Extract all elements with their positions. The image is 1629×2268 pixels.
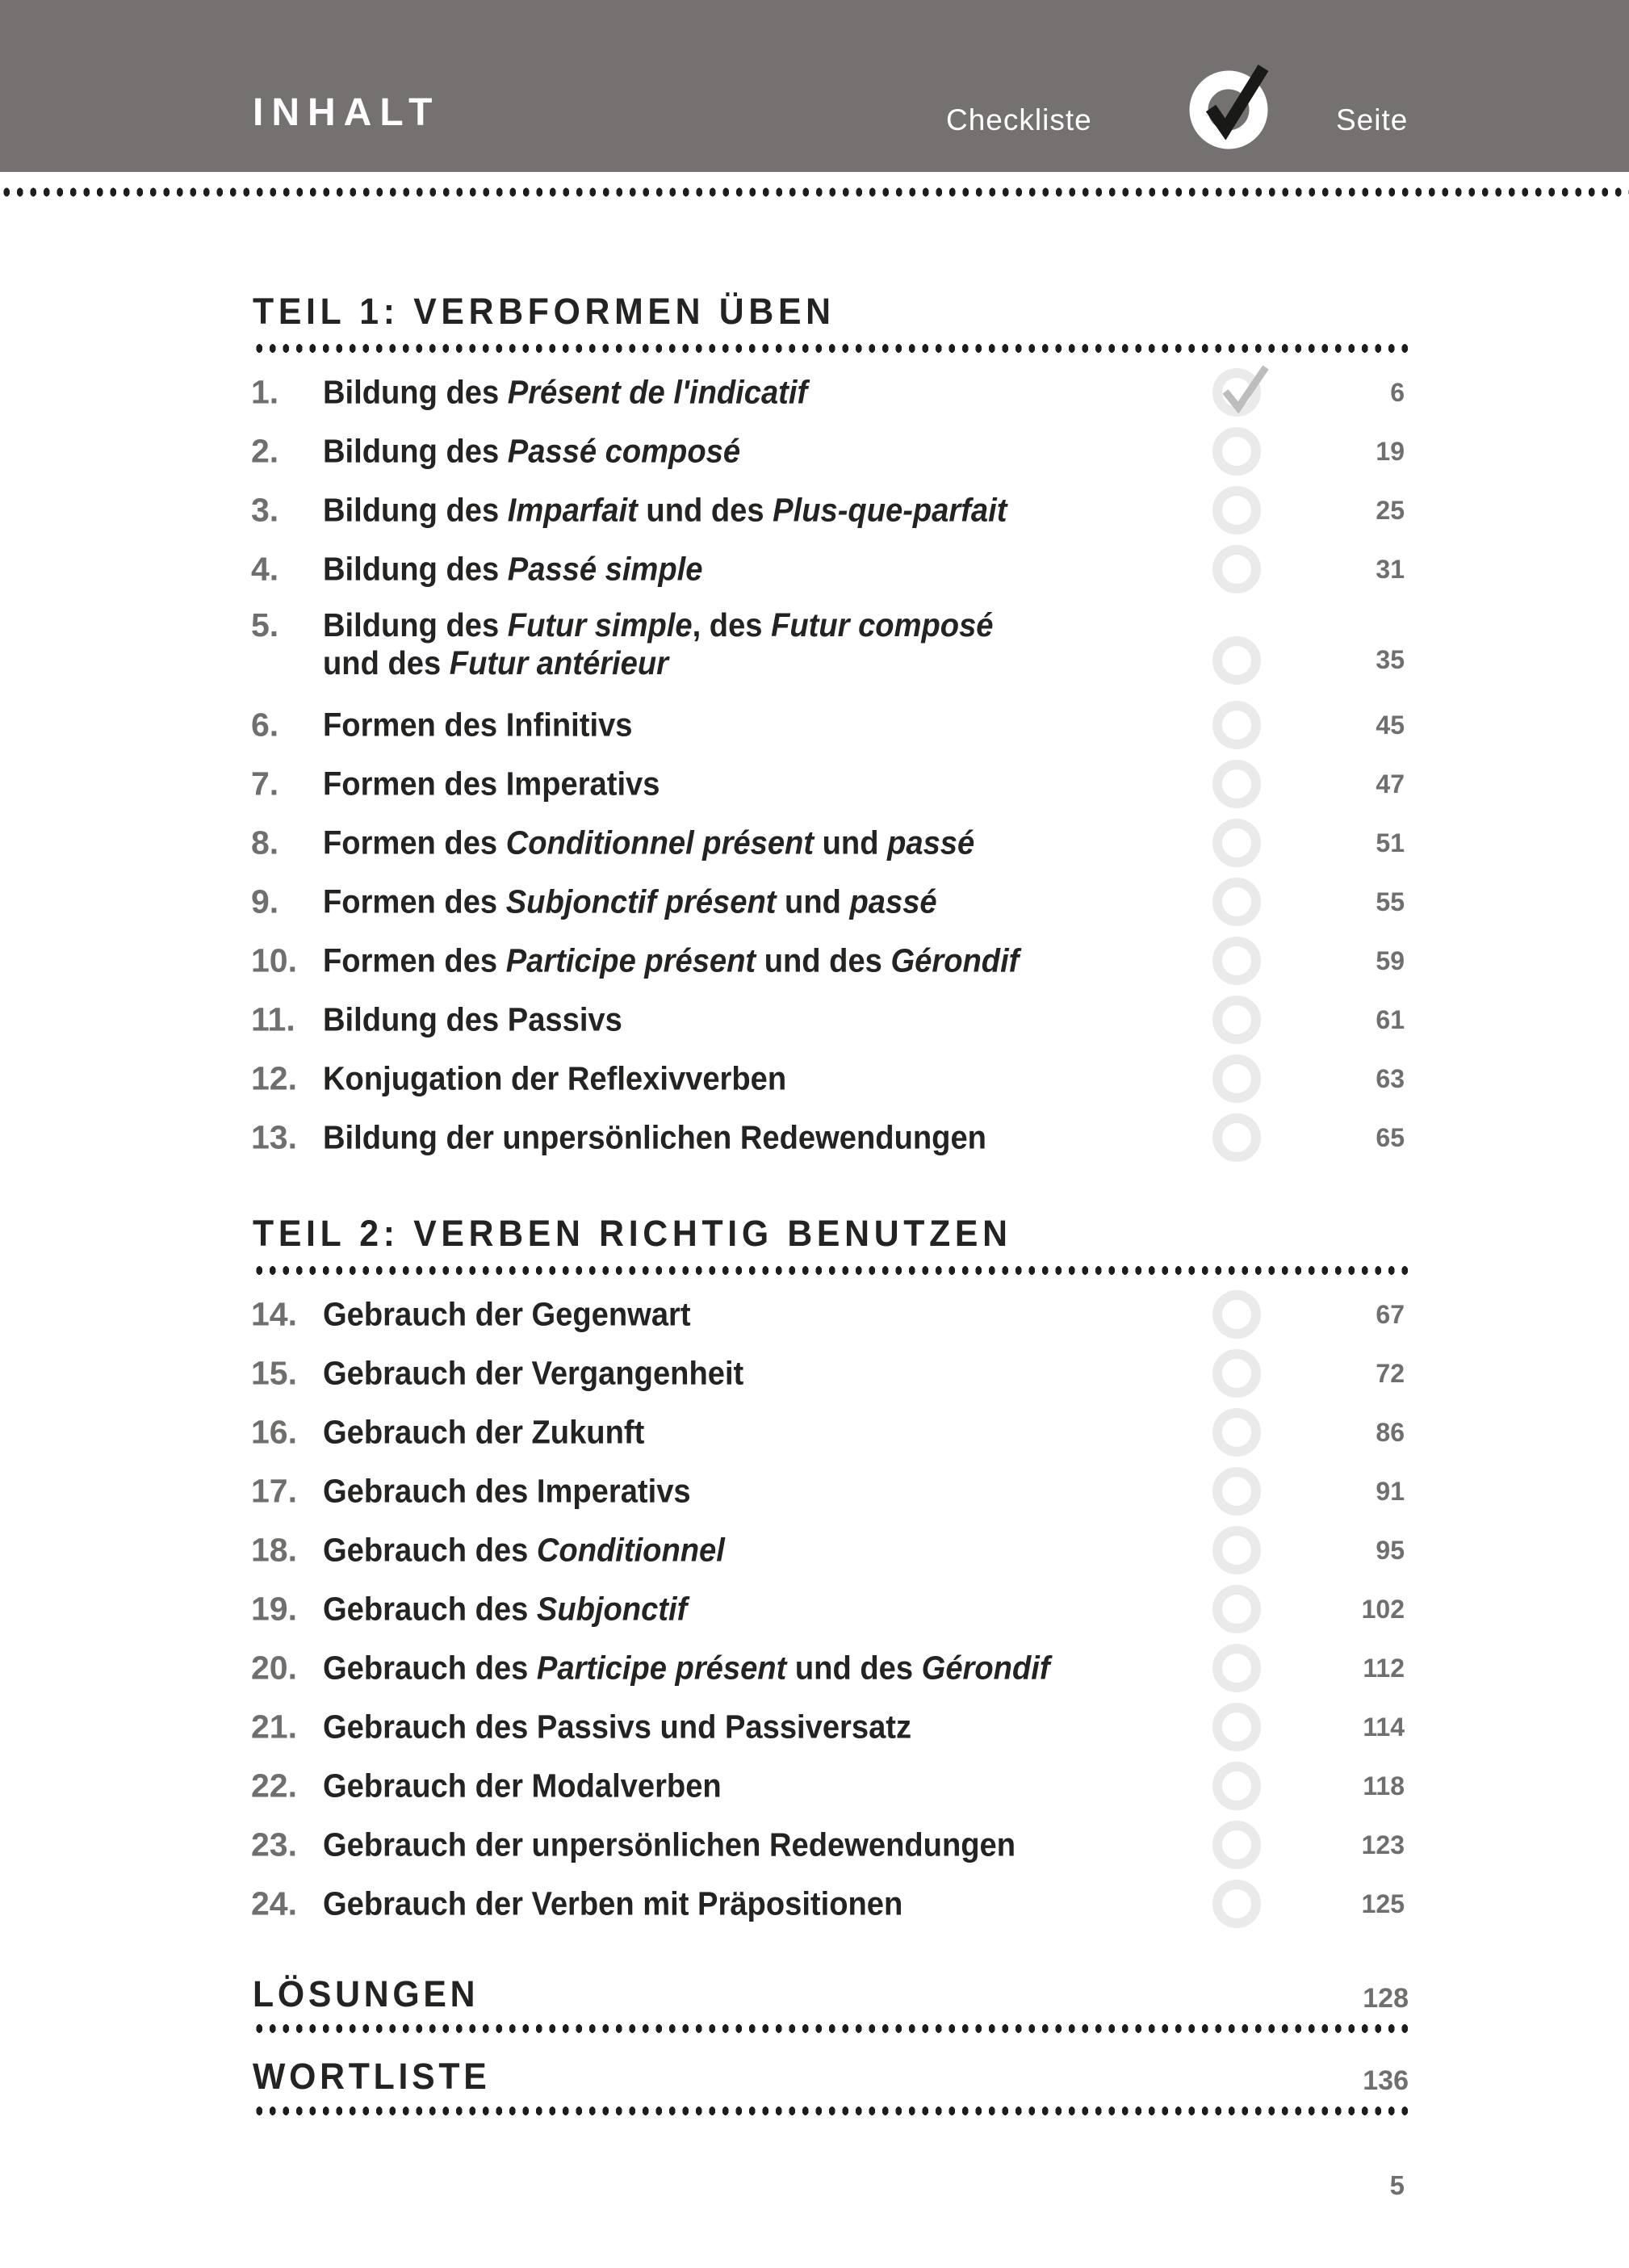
item-title-line: Formen des Infinitivs [323,706,633,743]
section-dotted-divider [253,343,1409,354]
item-number: 10. [251,941,297,979]
toc-row [0,695,1629,754]
checkbox-circle-icon [1212,1644,1261,1692]
item-number: 11. [251,1000,295,1038]
item-page-number: 31 [1376,554,1405,584]
section-heading-text: TEIL 2: VERBEN RICHTIG BENUTZEN [253,1213,1012,1254]
checkbox-circle-icon [1212,1703,1261,1751]
item-page-number: 63 [1376,1063,1405,1093]
checkbox-circle-icon [1212,1585,1261,1633]
item-page-number: 125 [1361,1889,1405,1918]
item-number: 5. [251,606,279,644]
toc-row [0,931,1629,990]
item-title-line: Bildung des Passé simple [323,550,703,587]
item-number: 21. [251,1708,297,1745]
item-title-line: und des Futur antérieur [323,644,668,681]
item-title [323,1826,1068,1863]
item-title-line: Gebrauch der Verben mit Präpositionen [323,1884,903,1922]
item-title-line: Formen des Conditionnel présent und passé [323,824,975,861]
item-title-line: Gebrauch der unpersönlichen Redewendungen [323,1826,1016,1863]
item-title [323,1059,821,1097]
item-title-line: Bildung des Imparfait und des Plus-que-parfait [323,491,1007,528]
item-title-line: Formen des Subjonctif présent und passé [323,882,937,920]
toc-row [0,990,1629,1049]
item-title-line: Gebrauch des Conditionnel [323,1531,725,1568]
item-title-line: Formen des Imperativs [323,765,660,802]
item-title [323,1649,1104,1687]
checkbox-circle-icon [1212,636,1261,685]
item-title [323,1118,1036,1156]
item-title [323,1354,776,1392]
checkbox-circle-icon [1212,427,1261,476]
checkbox-circle-icon [1212,1821,1261,1869]
item-number: 23. [251,1826,297,1863]
item-number: 17. [251,1472,297,1509]
item-number: 12. [251,1059,297,1096]
item-page-number: 19 [1376,436,1405,466]
checkbox-circle-icon [1212,819,1261,867]
item-page-number: 67 [1376,1299,1405,1329]
checkbox-circle-icon [1212,937,1261,985]
checkbox-circle-icon [1212,1349,1261,1398]
item-number: 6. [251,706,279,743]
item-title [323,432,772,470]
checkbox-circle-icon [1212,1408,1261,1457]
item-page-number: 112 [1363,1653,1405,1683]
item-page-number: 95 [1376,1535,1405,1565]
item-page-number: 102 [1361,1594,1405,1624]
item-page-number: 59 [1376,945,1405,975]
item-page-number: 91 [1376,1476,1405,1506]
item-title [323,1590,714,1628]
item-title [323,1708,956,1746]
toc-list [0,363,1629,1167]
item-page-number: 25 [1376,495,1405,525]
footer-dotted-divider [253,2106,1409,2116]
section-heading-text: TEIL 1: VERBFORMEN ÜBEN [253,291,835,332]
item-title-line: Gebrauch der Gegenwart [323,1295,691,1332]
item-title [323,1295,718,1333]
toc-row [0,480,1629,539]
toc-row [0,363,1629,421]
item-number: 8. [251,824,279,861]
toc-row [0,1461,1629,1520]
toc-row [0,1579,1629,1638]
item-title [323,1472,718,1510]
checkbox-circle-icon [1212,760,1261,808]
toc-row [0,1402,1629,1461]
toc-row [0,1108,1629,1167]
toc-list [0,1285,1629,1933]
toc-row [0,813,1629,872]
item-title [323,1413,668,1451]
item-page-number: 123 [1361,1830,1405,1859]
item-title [323,1000,645,1038]
item-page-number: 6 [1390,377,1405,407]
item-number: 16. [251,1413,297,1450]
footer-entry-title: LÖSUNGEN [253,1973,479,2014]
item-page-number: 55 [1376,887,1405,916]
item-number: 1. [251,373,279,410]
item-title [323,606,1044,682]
item-page-number: 118 [1363,1771,1405,1801]
item-number: 14. [251,1295,297,1332]
item-page-number: 45 [1376,710,1405,740]
item-number: 9. [251,882,279,920]
item-page-number: 35 [1376,645,1405,674]
checkbox-circle-icon [1212,1762,1261,1810]
item-title [323,882,983,920]
item-page-number: 51 [1376,828,1405,857]
item-number: 2. [251,432,279,469]
item-title-line: Bildung des Présent de l'indicatif [323,373,808,410]
item-number: 7. [251,765,279,802]
toc-row [0,1344,1629,1402]
item-number: 13. [251,1118,297,1155]
checkmark-icon [1216,361,1271,416]
checkbox-circle-icon [1212,1054,1261,1103]
item-title-line: Konjugation der Reflexivverben [323,1059,787,1096]
page-title: INHALT [253,91,441,134]
toc-row [0,598,1629,695]
item-number: 24. [251,1884,297,1922]
section-heading [253,291,1629,332]
toc-row [0,539,1629,598]
item-page-number: 114 [1363,1712,1405,1742]
item-title-line: Gebrauch der Modalverben [323,1767,722,1804]
item-title-line: Gebrauch des Participe présent und des Gérondif [323,1649,1050,1686]
item-title [323,1767,752,1805]
item-title [323,824,1024,862]
checkbox-circle-icon [1212,701,1261,749]
header-dotted-divider [0,187,1629,198]
checkbox-circle-icon [1212,1467,1261,1515]
toc-row [0,872,1629,931]
toc-row [0,1049,1629,1108]
item-number: 18. [251,1531,297,1568]
item-title [323,765,685,803]
item-number: 19. [251,1590,297,1627]
toc-footer-entry [253,2056,1409,2097]
item-page-number: 86 [1376,1417,1405,1447]
seite-column-label: Seite [1336,103,1409,136]
footer-dotted-divider [253,2023,1409,2034]
toc-row [0,1874,1629,1933]
checkliste-column-label: Checkliste [946,103,1092,136]
item-title [323,1884,946,1922]
checkbox-circle-icon [1212,1290,1261,1339]
checkbox-circle-icon [1212,1880,1261,1928]
item-title-line: Gebrauch des Passivs und Passiversatz [323,1708,912,1745]
item-title-line: Formen des Participe présent und des Gérondif [323,941,1020,979]
item-title-line: Gebrauch des Subjonctif [323,1590,688,1627]
footer-entry-title: WORTLISTE [253,2056,491,2097]
footer-entry-page: 136 [1363,2065,1409,2096]
item-number: 22. [251,1767,297,1804]
checkbox-circle-icon [1212,996,1261,1044]
item-title-line: Gebrauch des Imperativs [323,1472,691,1509]
section-dotted-divider [253,1265,1409,1276]
item-page-number: 61 [1376,1004,1405,1034]
item-page-number: 72 [1376,1358,1405,1388]
item-number: 3. [251,491,279,528]
section-heading [253,1213,1629,1254]
item-title [323,550,731,588]
toc-row [0,1285,1629,1344]
item-title [323,941,1071,979]
toc-row [0,754,1629,813]
toc-row [0,1756,1629,1815]
checkbox-circle-icon [1212,545,1261,593]
item-title-line: Gebrauch der Zukunft [323,1413,645,1450]
check-circle-icon [1187,63,1272,155]
checkbox-circle-icon [1212,1113,1261,1162]
item-title-line: Bildung des Passivs [323,1000,622,1038]
item-page-number: 47 [1376,769,1405,799]
item-number: 15. [251,1354,297,1391]
toc-row [0,1520,1629,1579]
page-number: 5 [1389,2170,1405,2200]
item-title [323,706,655,744]
checkbox-circle-icon [1212,878,1261,926]
item-page-number: 65 [1376,1122,1405,1152]
toc-row [0,1638,1629,1697]
page-header [0,0,1629,172]
checkbox-circle-icon [1212,486,1261,535]
footer-entry-page: 128 [1363,1983,1409,2014]
checkbox-circle-icon [1212,1526,1261,1574]
item-number: 4. [251,550,279,587]
item-title-line: Bildung des Futur simple, des Futur composé [323,606,994,644]
toc-sections [0,203,1629,2116]
item-title-line: Bildung des Passé composé [323,432,741,469]
item-title [323,1531,755,1569]
toc-row [0,1815,1629,1874]
toc-row [0,421,1629,480]
item-number: 20. [251,1649,297,1686]
item-title [323,491,1058,529]
toc-footer-entry [253,1973,1409,2014]
toc-row [0,1697,1629,1756]
item-title [323,373,844,411]
item-title-line: Bildung der unpersönlichen Redewendungen [323,1118,986,1155]
item-title-line: Gebrauch der Vergangenheit [323,1354,744,1391]
